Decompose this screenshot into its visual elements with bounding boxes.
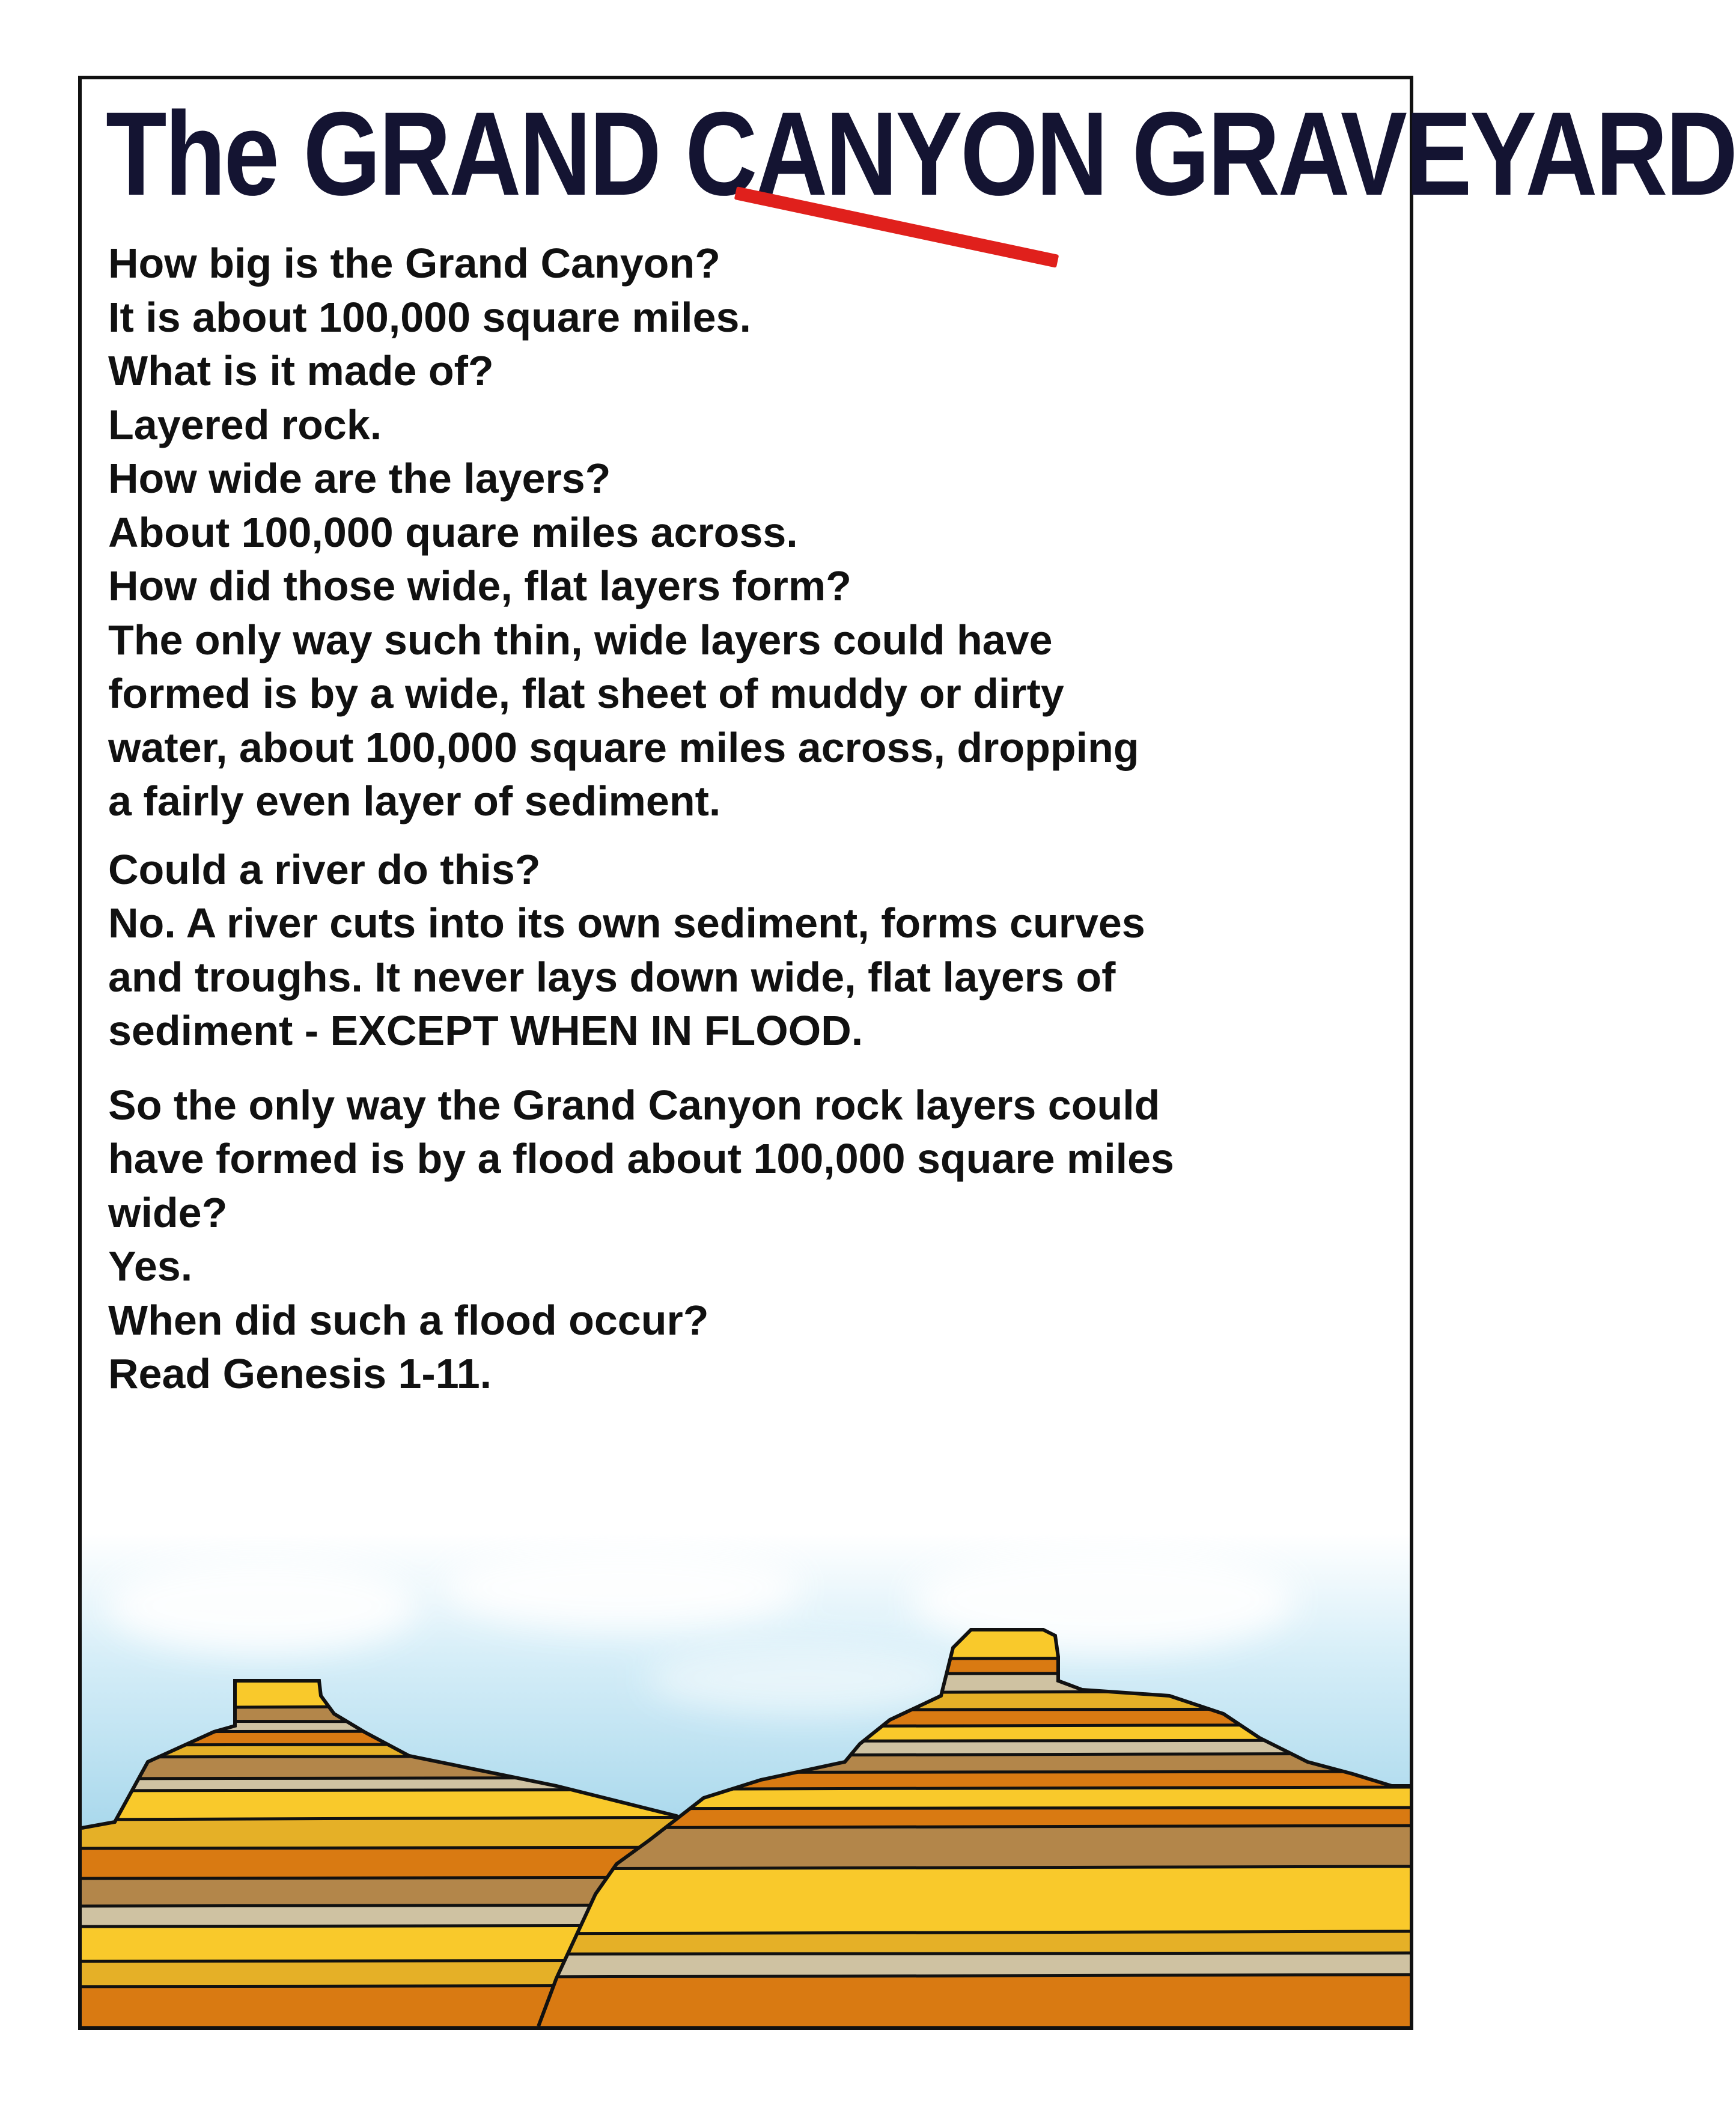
page-frame — [78, 76, 1736, 2030]
cloud-shape — [106, 1558, 418, 1654]
body-text — [108, 237, 1388, 1401]
text-line: What is it made of? — [108, 347, 494, 394]
text-line: How big is the Grand Canyon? — [108, 240, 720, 287]
title-word-grand: GRAND — [303, 87, 660, 220]
rock-layer — [502, 1868, 1416, 1934]
title-word-graveyard: GRAVEYARD — [1131, 87, 1736, 220]
text-line: and troughs. It never lays down wide, flat layers of — [108, 953, 1116, 1001]
text-line: sediment - EXCEPT WHEN IN FLOOD. — [108, 1007, 863, 1054]
canyon-illustration — [82, 1534, 1410, 2026]
text-line: formed is by a wide, flat sheet of muddy or dirty — [108, 670, 1064, 717]
page-title — [106, 87, 1736, 220]
paragraph-1 — [108, 237, 1388, 829]
title-word-canyon: CANYON — [685, 87, 1106, 220]
cloud-shape — [647, 1642, 959, 1714]
text-line: Layered rock. — [108, 401, 382, 448]
cloud-shape — [442, 1546, 803, 1630]
paragraph-3 — [108, 1079, 1388, 1401]
text-line: About 100,000 quare miles across. — [108, 508, 798, 556]
rock-layer — [502, 1953, 1416, 1977]
text-line: Yes. — [108, 1243, 193, 1290]
text-line: When did such a flood occur? — [108, 1296, 709, 1344]
text-line: It is about 100,000 square miles. — [108, 293, 751, 341]
rock-layer — [502, 1933, 1416, 1954]
text-line: How wide are the layers? — [108, 455, 611, 502]
paragraph-spacer — [108, 1058, 1388, 1079]
text-line: The only way such thin, wide layers could have — [108, 616, 1053, 663]
text-line: So the only way the Grand Canyon rock layers could — [108, 1081, 1160, 1129]
text-line: No. A river cuts into its own sediment, forms curves — [108, 900, 1145, 946]
text-line: Read Genesis 1-11. — [108, 1350, 492, 1397]
text-line: a fairly even layer of sediment. — [108, 778, 721, 824]
paragraph-2 — [108, 843, 1388, 1058]
text-line: have formed is by a flood about 100,000 square miles — [108, 1135, 1174, 1182]
rock-layer — [502, 1976, 1416, 2027]
title-word-the: The — [106, 87, 278, 220]
text-line: How did those wide, flat layers form? — [108, 562, 851, 609]
text-line: Could a river do this? — [108, 845, 541, 893]
text-line: wide? — [108, 1189, 228, 1236]
text-line: water, about 100,000 square miles across, dropping — [108, 723, 1139, 771]
paragraph-spacer — [108, 829, 1388, 843]
